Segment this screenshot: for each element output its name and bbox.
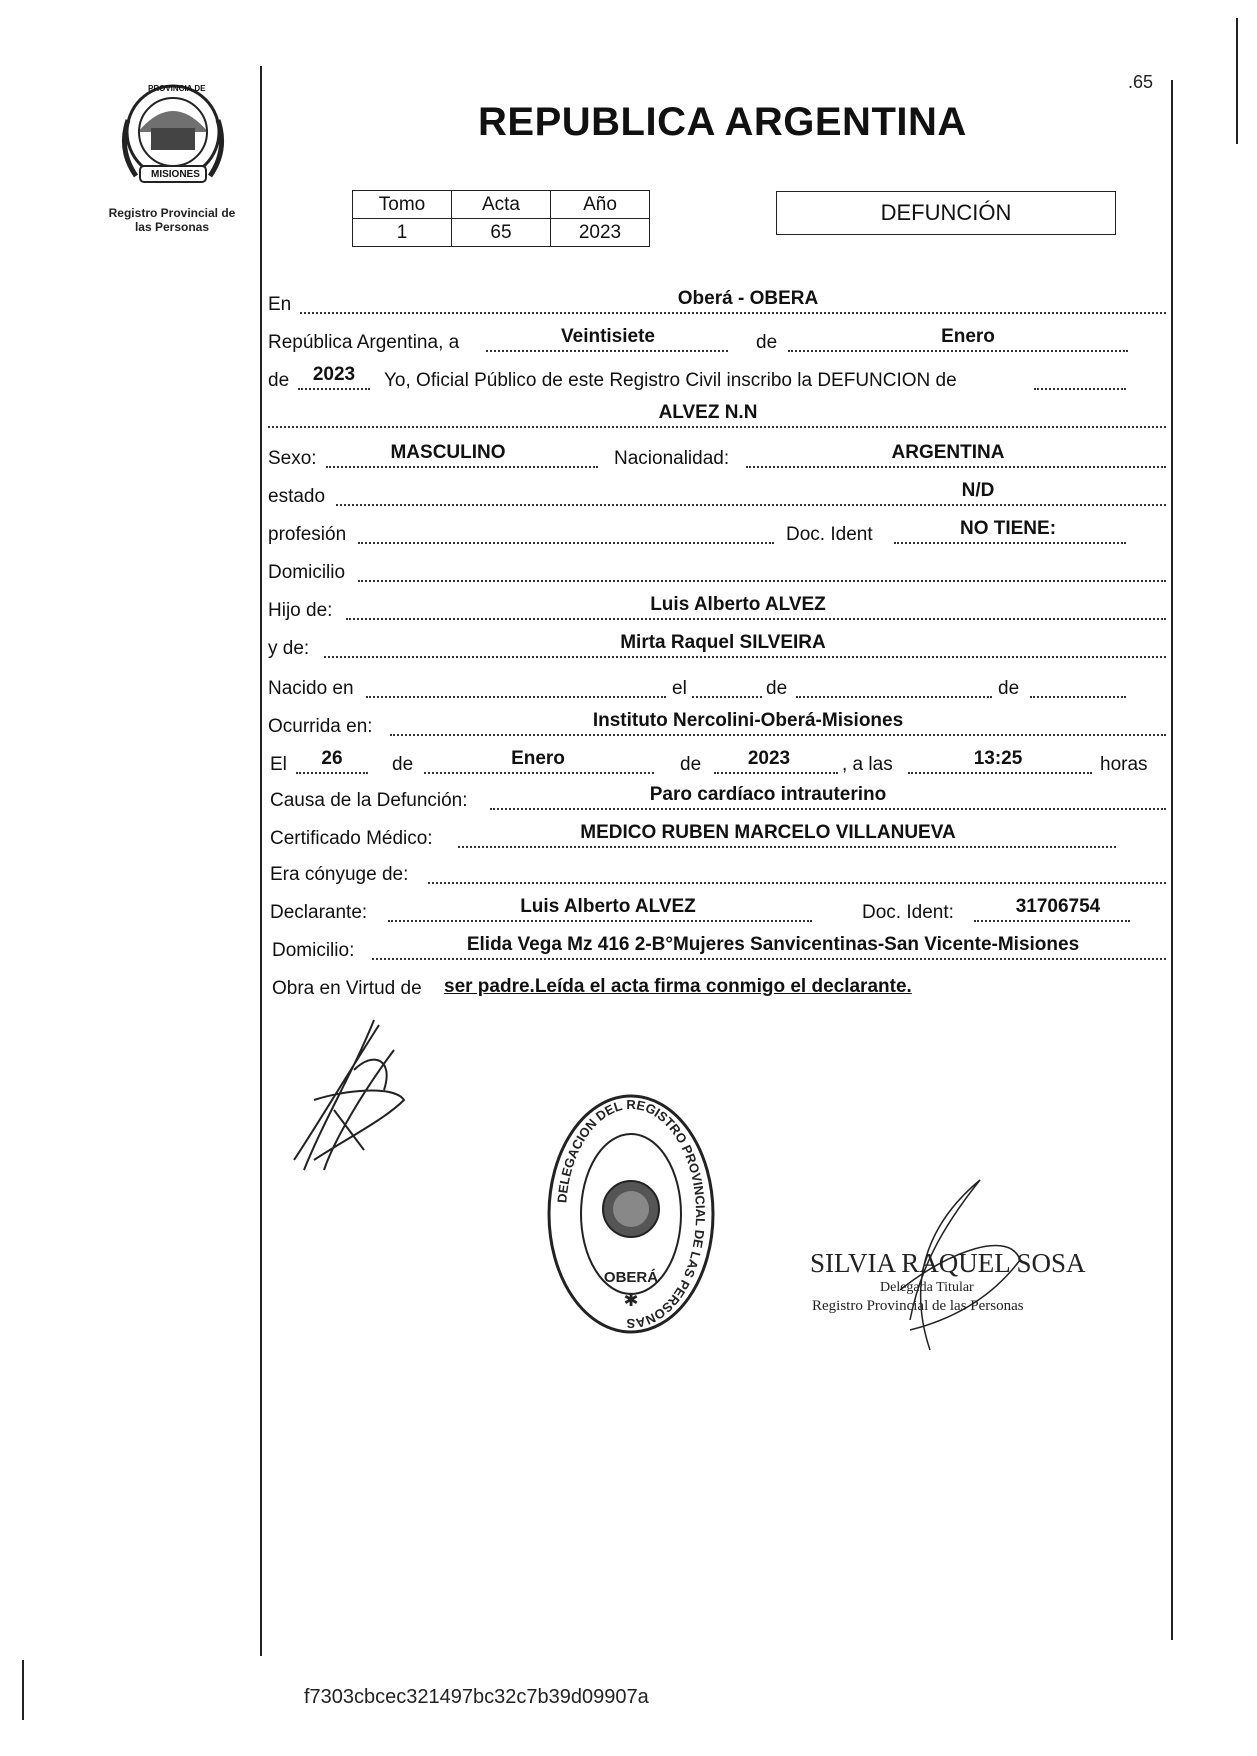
label-el-cap: El (270, 754, 287, 775)
declarant-signature (284, 1010, 424, 1180)
row-anio-yo (268, 358, 1168, 394)
svg-text:✱: ✱ (623, 1290, 639, 1310)
row-nacido (268, 666, 1168, 702)
register-header-anio: Año (551, 191, 650, 219)
edge-mark-left-bottom (22, 1660, 24, 1720)
signatory-role: Delegada Titular (880, 1280, 974, 1295)
row-fecha-defuncion (268, 742, 1168, 778)
label-conyuge: Era cónyuge de: (270, 864, 409, 885)
label-de-def-mes: de (392, 754, 414, 775)
label-hijo-de: Hijo de: (268, 600, 333, 621)
value-hora: 13:25 (973, 748, 1023, 769)
label-de-nac-anio: de (998, 678, 1020, 699)
label-domicilio-decl: Domicilio: (272, 940, 355, 961)
label-doc-ident-decl: Doc. Ident: (862, 902, 954, 923)
right-margin-line (1171, 80, 1173, 1640)
value-lugar-ocurrida: Instituto Nercolini-Oberá-Misiones (592, 710, 904, 731)
page-title: REPUBLICA ARGENTINA (478, 100, 967, 144)
seal-bottom-text: MISIONES (151, 169, 200, 180)
row-hijo-de (268, 588, 1168, 624)
page-number: .65 (1128, 72, 1154, 92)
row-declarante (268, 890, 1168, 926)
value-dia-def: 26 (321, 748, 343, 769)
label-declarante: Declarante: (270, 902, 368, 923)
seal-top-text: PROVINCIA DE (148, 84, 206, 93)
register-value-row (353, 219, 650, 247)
value-declarante: Luis Alberto ALVEZ (520, 896, 696, 917)
act-type-box: DEFUNCIÓN (776, 191, 1116, 235)
register-value-anio: 2023 (551, 219, 650, 247)
value-lugar: Oberá - OBERA (677, 288, 819, 309)
row-lugar (268, 282, 1168, 318)
value-anio-def: 2023 (747, 748, 791, 769)
value-declarante-doc: 31706754 (1015, 896, 1101, 917)
row-conyuge (268, 852, 1168, 888)
label-doc-ident: Doc. Ident (786, 524, 873, 545)
row-profesion (268, 512, 1168, 548)
row-certificado (268, 816, 1168, 852)
left-margin-line (260, 66, 262, 1656)
value-estado: N/D (961, 480, 995, 501)
label-republica: República Argentina, a (268, 332, 460, 353)
value-nacionalidad: ARGENTINA (891, 442, 1005, 463)
register-header-acta: Acta (452, 191, 551, 219)
label-obra-en: Obra en Virtud de (272, 978, 422, 999)
row-causa (268, 778, 1168, 814)
label-nacido-en: Nacido en (268, 678, 354, 699)
label-de-nac-mes: de (766, 678, 788, 699)
register-value-tomo: 1 (353, 219, 452, 247)
label-de-def-anio: de (680, 754, 702, 775)
value-padre: Luis Alberto ALVEZ (650, 594, 826, 615)
logo-caption (92, 206, 252, 234)
label-y-de: y de: (268, 638, 310, 659)
label-a-las: , a las (842, 754, 893, 775)
row-fecha-inscripcion (268, 320, 1168, 356)
value-certificado: MEDICO RUBEN MARCELO VILLANUEVA (580, 822, 956, 843)
value-madre: Mirta Raquel SILVEIRA (620, 632, 826, 653)
value-mes: Enero (941, 326, 995, 347)
document-hash: f7303cbcec321497bc32c7b39d09907a (304, 1686, 649, 1708)
label-el: el (672, 678, 687, 699)
value-domicilio-decl: Elida Vega Mz 416 2-B°Mujeres Sanvicentinas-San Vicente-Misiones (466, 934, 1080, 955)
province-seal-logo (118, 80, 228, 190)
value-doc-ident: NO TIENE: (959, 518, 1057, 539)
value-mes-def: Enero (511, 748, 565, 769)
stamp-city: OBERÁ (603, 1269, 659, 1286)
label-sexo: Sexo: (268, 448, 317, 469)
label-yo: Yo, Oficial Público de este Registro Civil inscribo la DEFUNCION de (384, 370, 957, 391)
stamp-ring-text: DELEGACION DEL REGISTRO PROVINCIAL DE LAS PERSONAS (554, 1096, 709, 1332)
value-nombre: ALVEZ N.N (658, 402, 758, 423)
value-anio: 2023 (312, 364, 356, 385)
register-value-acta: 65 (452, 219, 551, 247)
row-y-de (268, 626, 1168, 662)
official-stamp (546, 1094, 716, 1334)
signatory-office: Registro Provincial de las Personas (812, 1298, 1024, 1314)
register-header-tomo: Tomo (353, 191, 452, 219)
row-sexo (268, 436, 1168, 472)
label-nacionalidad: Nacionalidad: (614, 448, 730, 469)
label-profesion: profesión (268, 524, 347, 545)
label-en: En (268, 294, 292, 315)
register-header-row (353, 191, 650, 219)
signatory-name: SILVIA RAQUEL SOSA (810, 1248, 1086, 1278)
label-certificado: Certificado Médico: (270, 828, 433, 849)
value-sexo: MASCULINO (390, 442, 506, 463)
logo-caption-line1: Registro Provincial de (108, 206, 236, 220)
label-horas: horas (1100, 754, 1148, 775)
row-domicilio (268, 550, 1168, 586)
row-nombre (268, 396, 1168, 432)
label-domicilio: Domicilio (268, 562, 346, 583)
value-causa: Paro cardíaco intrauterino (649, 784, 887, 805)
label-ocurrida-en: Ocurrida en: (268, 716, 373, 737)
register-table (352, 190, 650, 247)
label-causa: Causa de la Defunción: (270, 790, 468, 811)
value-dia: Veintisiete (561, 326, 655, 347)
row-obra (268, 966, 1168, 1002)
logo-caption-line2: las Personas (134, 220, 210, 234)
edge-mark-right (1236, 18, 1238, 144)
row-ocurrida (268, 704, 1168, 740)
value-obra-texto: ser padre.Leída el acta firma conmigo el declarante. (444, 976, 912, 997)
row-domicilio-declarante (268, 928, 1168, 964)
label-de-anio: de (268, 370, 290, 391)
label-de-mes: de (756, 332, 778, 353)
row-estado (268, 474, 1168, 510)
label-estado: estado (268, 486, 326, 507)
